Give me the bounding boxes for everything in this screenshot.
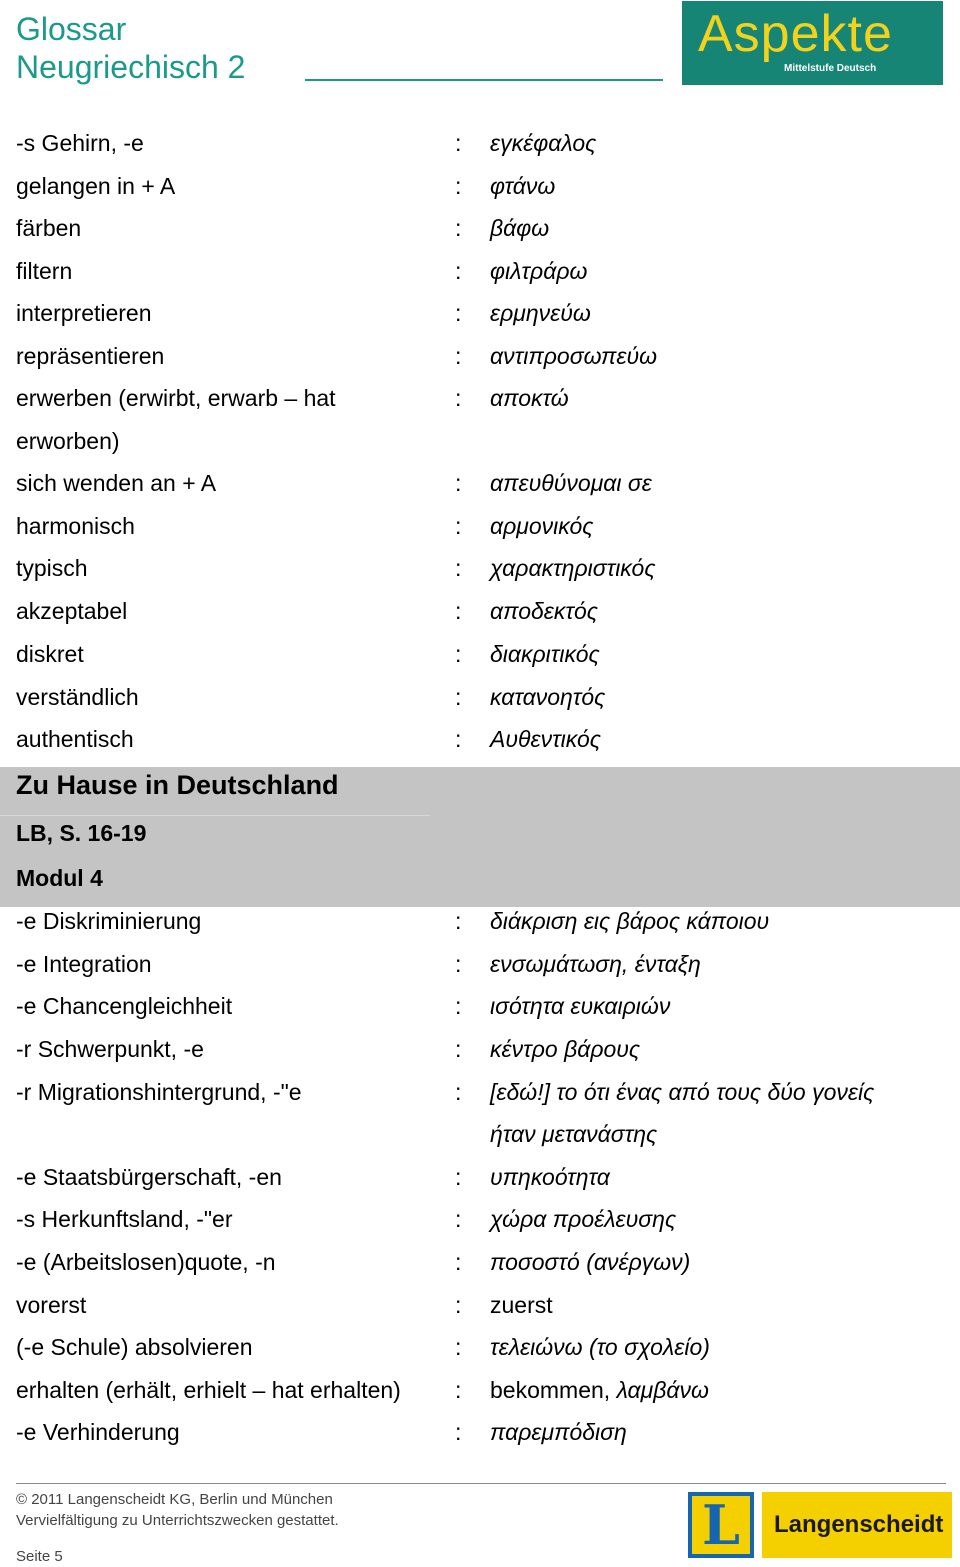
copy-permission-text: Vervielfältigung zu Unterrichtszwecken gestattet. (16, 1512, 339, 1529)
separator: : (455, 513, 462, 539)
greek-translation: χώρα προέλευσης (490, 1206, 677, 1232)
greek-translation: τελειώνω (το σχολείο) (490, 1334, 710, 1360)
separator: : (455, 215, 462, 241)
german-term: -e (Arbeitslosen)quote, -n (16, 1249, 276, 1275)
german-term: -e Staatsbürgerschaft, -en (16, 1164, 282, 1190)
langenscheidt-l-icon (688, 1492, 754, 1558)
glossary-row (0, 377, 960, 419)
glossary-row (0, 943, 960, 985)
aspekte-logo-word: Aspekte (698, 5, 893, 63)
glossary-row (0, 420, 960, 462)
separator: : (455, 173, 462, 199)
glossary-row (0, 590, 960, 632)
greek-translation: ερμηνεύω (490, 300, 591, 326)
glossary-row (0, 122, 960, 164)
glossary-row (0, 633, 960, 675)
footer-rule (16, 1483, 946, 1484)
langenscheidt-l-letter: L (702, 1493, 740, 1557)
german-term: akzeptabel (16, 598, 128, 624)
german-term: -e Verhinderung (16, 1419, 180, 1445)
german-term: -s Gehirn, -e (16, 130, 144, 156)
german-term: interpretieren (16, 300, 152, 326)
greek-translation: βάφω (490, 215, 550, 241)
langenscheidt-wordmark-text: Langenscheidt (774, 1511, 944, 1538)
greek-translation: εγκέφαλος (490, 130, 597, 156)
separator: : (455, 258, 462, 284)
glossary-row (0, 1028, 960, 1070)
separator: : (455, 130, 462, 156)
separator: : (455, 555, 462, 581)
separator: : (455, 598, 462, 624)
greek-translation: ισότητα ευκαιριών (490, 993, 671, 1019)
separator: : (455, 1419, 462, 1445)
separator: : (455, 1164, 462, 1190)
separator: : (455, 300, 462, 326)
greek-translation: απευθύνομαι σε (490, 470, 652, 496)
separator: : (455, 343, 462, 369)
separator: : (455, 1292, 462, 1318)
greek-translation: φτάνω (490, 173, 556, 199)
section-title: Zu Hause in Deutschland (16, 770, 339, 800)
glossary-title-line2: Neugriechisch 2 (16, 49, 246, 85)
glossary-row (0, 676, 960, 718)
german-term: repräsentieren (16, 343, 165, 369)
german-term: -r Schwerpunkt, -e (16, 1036, 204, 1062)
glossary-row (0, 547, 960, 589)
greek-translation: ποσοστό (ανέργων) (490, 1249, 691, 1275)
glossary-row (0, 1071, 960, 1113)
greek-translation: [εδώ!] το ότι ένας από τους δύο γονείς (490, 1079, 875, 1105)
greek-translation: φιλτράρω (490, 258, 588, 284)
langenscheidt-wordmark (762, 1492, 952, 1558)
german-term: vorerst (16, 1292, 87, 1318)
german-term: filtern (16, 258, 73, 284)
german-term: typisch (16, 555, 88, 581)
page-number: Seite 5 (16, 1548, 63, 1565)
german-term: erhalten (erhält, erhielt – hat erhalten) (16, 1377, 401, 1403)
aspekte-logo (682, 1, 943, 85)
glossary-row (0, 462, 960, 504)
glossary-row (0, 1369, 960, 1411)
aspekte-logo-subtitle: Mittelstufe Deutsch (784, 63, 877, 74)
copyright-text: © 2011 Langenscheidt KG, Berlin und München (16, 1491, 333, 1508)
glossary-row (0, 165, 960, 207)
german-term: -e Chancengleichheit (16, 993, 233, 1019)
german-term: gelangen in + A (16, 173, 176, 199)
glossary-row (0, 1113, 960, 1155)
header-rule (305, 79, 663, 81)
glossary-row (0, 1326, 960, 1368)
german-term: diskret (16, 641, 84, 667)
greek-translation: αντιπροσωπεύω (490, 343, 658, 369)
greek-translation: παρεμπόδιση (490, 1419, 627, 1445)
greek-translation: υπηκοότητα (490, 1164, 610, 1190)
glossary-row (0, 718, 960, 760)
german-term: authentisch (16, 726, 134, 752)
glossary-title-line1: Glossar (16, 11, 127, 47)
glossary-row (0, 900, 960, 942)
glossary-row (0, 1241, 960, 1283)
separator: : (455, 726, 462, 752)
greek-translation: λαμβάνω (616, 1377, 709, 1403)
german-term: -r Migrationshintergrund, -"e (16, 1079, 302, 1105)
separator: : (455, 1249, 462, 1275)
greek-translation: διάκριση εις βάρος κάποιου (490, 908, 770, 934)
separator: : (455, 1036, 462, 1062)
greek-translation: αρμονικός (490, 513, 594, 539)
separator: : (455, 1079, 462, 1105)
german-term: -s Herkunftsland, -"er (16, 1206, 233, 1232)
separator: : (455, 684, 462, 710)
greek-translation: ενσωμάτωση, ένταξη (490, 951, 701, 977)
greek-translation: αποκτώ (490, 385, 569, 411)
glossary-row (0, 335, 960, 377)
separator: : (455, 385, 462, 411)
glossary-row (0, 1156, 960, 1198)
glossary-row (0, 1198, 960, 1240)
german-term: harmonisch (16, 513, 135, 539)
german-term: verständlich (16, 684, 139, 710)
german-term: (-e Schule) absolvieren (16, 1334, 253, 1360)
separator: : (455, 908, 462, 934)
section-pages: LB, S. 16-19 (16, 820, 147, 846)
glossary-row (0, 250, 960, 292)
glossary-row (0, 207, 960, 249)
glossary-row (0, 292, 960, 334)
german-term: erwerben (erwirbt, erwarb – hat (16, 385, 336, 411)
glossary-row (0, 1411, 960, 1453)
glossary-row (0, 505, 960, 547)
glossary-title (16, 10, 245, 86)
separator: : (455, 993, 462, 1019)
greek-translation: ήταν μετανάστης (490, 1121, 658, 1147)
greek-translation: Αυθεντικός (490, 726, 601, 752)
german-term: -e Diskriminierung (16, 908, 202, 934)
greek-translation: κέντρο βάρους (490, 1036, 641, 1062)
greek-translation: χαρακτηριστικός (490, 555, 656, 581)
german-term: -e Integration (16, 951, 152, 977)
german-term: färben (16, 215, 82, 241)
greek-translation: κατανοητός (490, 684, 606, 710)
separator: : (455, 1377, 462, 1403)
german-synonym: zuerst (490, 1292, 553, 1318)
separator: : (455, 641, 462, 667)
greek-translation: αποδεκτός (490, 598, 598, 624)
separator: : (455, 470, 462, 496)
german-term: sich wenden an + A (16, 470, 217, 496)
separator: : (455, 1206, 462, 1232)
separator: : (455, 1334, 462, 1360)
section-module: Modul 4 (16, 865, 103, 891)
langenscheidt-logo (688, 1489, 954, 1561)
separator: : (455, 951, 462, 977)
greek-translation: διακριτικός (490, 641, 600, 667)
mixed-translation (490, 1369, 709, 1411)
glossary-row (0, 985, 960, 1027)
german-term: erworben) (16, 428, 120, 454)
german-synonym: bekommen, (490, 1377, 617, 1403)
glossary-row (0, 1284, 960, 1326)
